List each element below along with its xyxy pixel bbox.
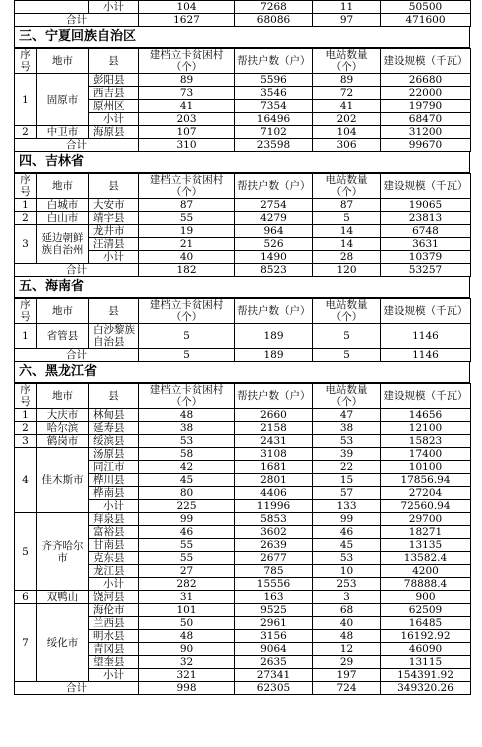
county-name: 拜泉县 (89, 513, 139, 526)
total-label: 合计 (15, 14, 139, 27)
village-count-cell: 32 (139, 656, 235, 669)
station-count-cell: 45 (313, 539, 381, 552)
scale-cell: 22000 (381, 87, 471, 100)
household-count-cell: 9525 (235, 604, 313, 617)
scale-cell: 3631 (381, 238, 471, 251)
households-header: 帮扶户数（户） (235, 299, 313, 324)
village-count-cell: 50 (139, 617, 235, 630)
village-count-cell: 53 (139, 435, 235, 448)
table-row (15, 513, 471, 526)
county-name: 汪清县 (89, 238, 139, 251)
village-count-cell: 5 (139, 349, 235, 362)
scale-cell: 900 (381, 591, 471, 604)
total-label: 合计 (15, 264, 139, 277)
row-number: 7 (15, 604, 37, 682)
village-count-cell: 80 (139, 487, 235, 500)
village-count-cell: 182 (139, 264, 235, 277)
table-row (15, 225, 471, 238)
station-count-cell: 14 (313, 238, 381, 251)
header-row (15, 174, 471, 199)
village-count-cell: 73 (139, 87, 235, 100)
village-count-cell: 282 (139, 578, 235, 591)
stations-header: 电站数量（个） (313, 384, 381, 409)
city-name: 哈尔滨 (37, 422, 89, 435)
household-count-cell: 2431 (235, 435, 313, 448)
station-count-cell: 5 (313, 349, 381, 362)
county-header: 县 (89, 299, 139, 324)
scale-cell: 19065 (381, 199, 471, 212)
city-name: 大庆市 (37, 409, 89, 422)
city-header: 地市 (37, 384, 89, 409)
subtotal-label: 小计 (89, 578, 139, 591)
village-count-cell: 90 (139, 643, 235, 656)
household-count-cell: 7354 (235, 100, 313, 113)
stations-header: 电站数量（个） (313, 174, 381, 199)
village-count-cell: 42 (139, 461, 235, 474)
row-number: 6 (15, 591, 37, 604)
county-name: 桦川县 (89, 474, 139, 487)
scale-cell: 6748 (381, 225, 471, 238)
household-count-cell: 1681 (235, 461, 313, 474)
table-row (15, 324, 471, 349)
empty-cell (15, 1, 89, 14)
station-count-cell: 57 (313, 487, 381, 500)
village-header: 建档立卡贫困村（个） (139, 49, 235, 74)
county-name: 原州区 (89, 100, 139, 113)
station-count-cell: 3 (313, 591, 381, 604)
scale-header: 建设规模（千瓦） (381, 299, 471, 324)
total-label: 合计 (15, 139, 139, 152)
village-count-cell: 321 (139, 669, 235, 682)
village-count-cell: 48 (139, 409, 235, 422)
household-count-cell: 526 (235, 238, 313, 251)
scale-cell: 10379 (381, 251, 471, 264)
no-header: 序号 (15, 299, 37, 324)
village-count-cell: 107 (139, 126, 235, 139)
village-count-cell: 1627 (139, 14, 235, 27)
table-row (15, 409, 471, 422)
table-row (15, 212, 471, 225)
village-count-cell: 89 (139, 74, 235, 87)
table-row (15, 126, 471, 139)
scale-cell: 12100 (381, 422, 471, 435)
household-count-cell: 5596 (235, 74, 313, 87)
scale-cell: 1146 (381, 324, 471, 349)
station-count-cell: 97 (313, 14, 381, 27)
station-count-cell: 40 (313, 617, 381, 630)
household-count-cell: 15556 (235, 578, 313, 591)
station-count-cell: 99 (313, 513, 381, 526)
station-count-cell: 133 (313, 500, 381, 513)
county-name: 兰西县 (89, 617, 139, 630)
village-count-cell: 998 (139, 682, 235, 695)
subtotal-label: 小计 (89, 669, 139, 682)
scale-header: 建设规模（千瓦） (381, 174, 471, 199)
table-row (15, 604, 471, 617)
county-name: 彭阳县 (89, 74, 139, 87)
station-count-cell: 38 (313, 422, 381, 435)
household-count-cell: 2639 (235, 539, 313, 552)
scale-cell: 31200 (381, 126, 471, 139)
household-count-cell: 7102 (235, 126, 313, 139)
city-name: 绥化市 (37, 604, 89, 682)
total-row (15, 349, 471, 362)
county-header: 县 (89, 384, 139, 409)
scale-cell: 4200 (381, 565, 471, 578)
household-count-cell: 964 (235, 225, 313, 238)
household-count-cell: 2961 (235, 617, 313, 630)
village-count-cell: 55 (139, 212, 235, 225)
village-count-cell: 48 (139, 630, 235, 643)
row-number: 1 (15, 199, 37, 212)
station-count-cell: 29 (313, 656, 381, 669)
station-count-cell: 46 (313, 526, 381, 539)
province-table-hainan (14, 298, 471, 362)
subtotal-label: 小计 (89, 251, 139, 264)
scale-cell: 154391.92 (381, 669, 471, 682)
households-header: 帮扶户数（户） (235, 174, 313, 199)
station-count-cell: 41 (313, 100, 381, 113)
city-name: 白城市 (37, 199, 89, 212)
county-name: 海伦市 (89, 604, 139, 617)
station-count-cell: 72 (313, 87, 381, 100)
county-name: 青冈县 (89, 643, 139, 656)
scale-cell: 17400 (381, 448, 471, 461)
household-count-cell: 189 (235, 324, 313, 349)
row-number: 3 (15, 435, 37, 448)
county-name: 桦南县 (89, 487, 139, 500)
subtotal-label: 小计 (89, 113, 139, 126)
scale-cell: 1146 (381, 349, 471, 362)
station-count-cell: 306 (313, 139, 381, 152)
total-row (15, 139, 471, 152)
table-row (15, 1, 471, 14)
no-header: 序号 (15, 384, 37, 409)
village-count-cell: 310 (139, 139, 235, 152)
scale-cell: 27204 (381, 487, 471, 500)
section-title-ningxia: 三、宁夏回族自治区 (14, 27, 470, 48)
station-count-cell: 53 (313, 435, 381, 448)
scale-cell: 16192.92 (381, 630, 471, 643)
province-table-jilin (14, 173, 471, 277)
scale-cell: 50500 (381, 1, 471, 14)
scale-cell: 78888.4 (381, 578, 471, 591)
scale-cell: 17856.94 (381, 474, 471, 487)
table-row (15, 448, 471, 461)
village-header: 建档立卡贫困村（个） (139, 384, 235, 409)
household-count-cell: 9064 (235, 643, 313, 656)
table-row (15, 422, 471, 435)
scale-cell: 349320.26 (381, 682, 471, 695)
station-count-cell: 724 (313, 682, 381, 695)
village-count-cell: 40 (139, 251, 235, 264)
county-name: 望奎县 (89, 656, 139, 669)
household-count-cell: 785 (235, 565, 313, 578)
station-count-cell: 15 (313, 474, 381, 487)
station-count-cell: 22 (313, 461, 381, 474)
row-number: 1 (15, 409, 37, 422)
household-count-cell: 4279 (235, 212, 313, 225)
scale-cell: 16485 (381, 617, 471, 630)
station-count-cell: 202 (313, 113, 381, 126)
household-count-cell: 2635 (235, 656, 313, 669)
city-name: 延边朝鲜族自治州 (37, 225, 89, 264)
scale-cell: 15823 (381, 435, 471, 448)
row-number: 3 (15, 225, 37, 264)
header-row (15, 49, 471, 74)
scale-header: 建设规模（千瓦） (381, 384, 471, 409)
scale-cell: 72560.94 (381, 500, 471, 513)
table-row (15, 591, 471, 604)
province-table-ningxia (14, 48, 471, 152)
city-name: 齐齐哈尔市 (37, 513, 89, 591)
scale-cell: 62509 (381, 604, 471, 617)
household-count-cell: 3156 (235, 630, 313, 643)
scale-cell: 68470 (381, 113, 471, 126)
row-number: 4 (15, 448, 37, 513)
village-count-cell: 27 (139, 565, 235, 578)
row-number: 2 (15, 422, 37, 435)
household-count-cell: 1490 (235, 251, 313, 264)
household-count-cell: 3602 (235, 526, 313, 539)
station-count-cell: 253 (313, 578, 381, 591)
county-name: 龙井市 (89, 225, 139, 238)
row-number: 1 (15, 324, 37, 349)
station-count-cell: 47 (313, 409, 381, 422)
no-header: 序号 (15, 49, 37, 74)
village-count-cell: 19 (139, 225, 235, 238)
county-name: 明水县 (89, 630, 139, 643)
station-count-cell: 39 (313, 448, 381, 461)
station-count-cell: 28 (313, 251, 381, 264)
household-count-cell: 5853 (235, 513, 313, 526)
household-count-cell: 27341 (235, 669, 313, 682)
row-number: 5 (15, 513, 37, 591)
scale-cell: 13135 (381, 539, 471, 552)
household-count-cell: 4406 (235, 487, 313, 500)
county-name: 大安市 (89, 199, 139, 212)
county-header: 县 (89, 174, 139, 199)
household-count-cell: 62305 (235, 682, 313, 695)
section-title-jilin: 四、吉林省 (14, 152, 470, 173)
header-row (15, 384, 471, 409)
row-number: 2 (15, 212, 37, 225)
village-count-cell: 5 (139, 324, 235, 349)
station-count-cell: 10 (313, 565, 381, 578)
city-name: 白山市 (37, 212, 89, 225)
household-count-cell: 163 (235, 591, 313, 604)
county-header: 县 (89, 49, 139, 74)
county-name: 白沙黎族自治县 (89, 324, 139, 349)
table-row (15, 14, 471, 27)
station-count-cell: 14 (313, 225, 381, 238)
village-count-cell: 203 (139, 113, 235, 126)
household-count-cell: 3546 (235, 87, 313, 100)
household-count-cell: 68086 (235, 14, 313, 27)
station-count-cell: 68 (313, 604, 381, 617)
village-count-cell: 21 (139, 238, 235, 251)
scale-cell: 29700 (381, 513, 471, 526)
no-header: 序号 (15, 174, 37, 199)
station-count-cell: 48 (313, 630, 381, 643)
household-count-cell: 11996 (235, 500, 313, 513)
scale-cell: 19790 (381, 100, 471, 113)
city-name: 固原市 (37, 74, 89, 126)
section-title-heilongjiang: 六、黑龙江省 (14, 362, 470, 383)
city-name: 鹤岗市 (37, 435, 89, 448)
total-label: 合计 (15, 349, 139, 362)
county-name: 饶河县 (89, 591, 139, 604)
subtotal-label: 小计 (89, 1, 139, 14)
households-header: 帮扶户数（户） (235, 384, 313, 409)
county-name: 同江市 (89, 461, 139, 474)
village-count-cell: 38 (139, 422, 235, 435)
scale-cell: 13582.4 (381, 552, 471, 565)
scale-cell: 14656 (381, 409, 471, 422)
county-name: 林甸县 (89, 409, 139, 422)
household-count-cell: 2801 (235, 474, 313, 487)
county-name: 汤原县 (89, 448, 139, 461)
scale-cell: 18271 (381, 526, 471, 539)
household-count-cell: 2660 (235, 409, 313, 422)
station-count-cell: 11 (313, 1, 381, 14)
household-count-cell: 7268 (235, 1, 313, 14)
household-count-cell: 2677 (235, 552, 313, 565)
village-header: 建档立卡贫困村（个） (139, 299, 235, 324)
city-name: 佳木斯市 (37, 448, 89, 513)
subtotal-label: 小计 (89, 500, 139, 513)
section-title-hainan: 五、海南省 (14, 277, 470, 298)
household-count-cell: 3108 (235, 448, 313, 461)
city-header: 地市 (37, 49, 89, 74)
station-count-cell: 12 (313, 643, 381, 656)
village-count-cell: 101 (139, 604, 235, 617)
county-name: 克东县 (89, 552, 139, 565)
scale-cell: 23813 (381, 212, 471, 225)
station-count-cell: 5 (313, 212, 381, 225)
station-count-cell: 120 (313, 264, 381, 277)
village-count-cell: 58 (139, 448, 235, 461)
county-name: 富裕县 (89, 526, 139, 539)
village-count-cell: 41 (139, 100, 235, 113)
village-count-cell: 31 (139, 591, 235, 604)
village-count-cell: 55 (139, 552, 235, 565)
scale-cell: 471600 (381, 14, 471, 27)
county-name: 龙江县 (89, 565, 139, 578)
village-count-cell: 45 (139, 474, 235, 487)
scale-cell: 13115 (381, 656, 471, 669)
stations-header: 电站数量（个） (313, 299, 381, 324)
station-count-cell: 53 (313, 552, 381, 565)
village-count-cell: 99 (139, 513, 235, 526)
village-count-cell: 55 (139, 539, 235, 552)
household-count-cell: 23598 (235, 139, 313, 152)
village-count-cell: 225 (139, 500, 235, 513)
table-row (15, 199, 471, 212)
scale-cell: 26680 (381, 74, 471, 87)
row-number: 1 (15, 74, 37, 126)
county-name: 延寿县 (89, 422, 139, 435)
household-count-cell: 16496 (235, 113, 313, 126)
station-count-cell: 89 (313, 74, 381, 87)
scale-header: 建设规模（千瓦） (381, 49, 471, 74)
city-name: 双鸭山 (37, 591, 89, 604)
table-row (15, 74, 471, 87)
total-row (15, 682, 471, 695)
poverty-pv-table-document (14, 0, 470, 695)
county-name: 海原县 (89, 126, 139, 139)
village-header: 建档立卡贫困村（个） (139, 174, 235, 199)
county-name: 靖宇县 (89, 212, 139, 225)
station-count-cell: 104 (313, 126, 381, 139)
total-label: 合计 (15, 682, 139, 695)
header-row (15, 299, 471, 324)
village-count-cell: 104 (139, 1, 235, 14)
scale-cell: 99670 (381, 139, 471, 152)
city-header: 地市 (37, 299, 89, 324)
city-name: 中卫市 (37, 126, 89, 139)
household-count-cell: 2754 (235, 199, 313, 212)
total-row (15, 264, 471, 277)
scale-cell: 46090 (381, 643, 471, 656)
scale-cell: 10100 (381, 461, 471, 474)
village-count-cell: 46 (139, 526, 235, 539)
county-name: 西吉县 (89, 87, 139, 100)
province-table-heilongjiang (14, 383, 471, 695)
station-count-cell: 197 (313, 669, 381, 682)
county-name: 甘南县 (89, 539, 139, 552)
city-name: 省管县 (37, 324, 89, 349)
row-number: 2 (15, 126, 37, 139)
table-row (15, 435, 471, 448)
village-count-cell: 87 (139, 199, 235, 212)
stations-header: 电站数量（个） (313, 49, 381, 74)
county-name: 绥滨县 (89, 435, 139, 448)
station-count-cell: 5 (313, 324, 381, 349)
household-count-cell: 8523 (235, 264, 313, 277)
continued-table (14, 0, 471, 27)
household-count-cell: 189 (235, 349, 313, 362)
station-count-cell: 87 (313, 199, 381, 212)
scale-cell: 53257 (381, 264, 471, 277)
households-header: 帮扶户数（户） (235, 49, 313, 74)
city-header: 地市 (37, 174, 89, 199)
household-count-cell: 2158 (235, 422, 313, 435)
